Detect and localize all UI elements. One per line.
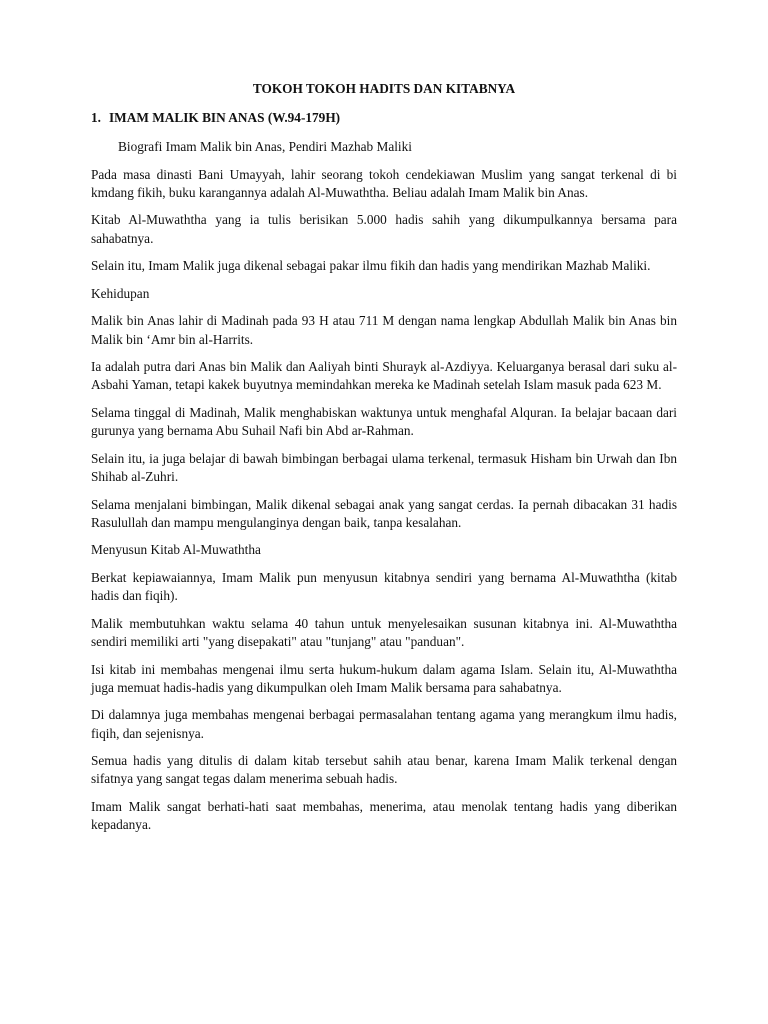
document-body bbox=[91, 80, 677, 844]
paragraph: Ia adalah putra dari Anas bin Malik dan Aaliyah binti Shurayk al-Azdiyya. Keluarganya berasal dari suku al-Asbahi Yaman, tetapi kakek buyutnya memindahkan mereka ke Madinah setelah Islam masuk pada 623 M. bbox=[91, 359, 677, 393]
section-heading-text: IMAM MALIK BIN ANAS (W.94-179H) bbox=[109, 110, 341, 126]
paragraph: Malik bin Anas lahir di Madinah pada 93 H atau 711 M dengan nama lengkap Abdullah Malik bin Anas bin Malik bin ‘Amr bin al-Harrits. bbox=[91, 313, 677, 347]
paragraph: Selama tinggal di Madinah, Malik menghabiskan waktunya untuk menghafal Alquran. Ia belajar bacaan dari gurunya yang bernama Abu Suhail Nafi bin Abd ar-Rahman. bbox=[91, 404, 677, 439]
paragraph: Selama menjalani bimbingan, Malik dikenal sebagai anak yang sangat cerdas. Ia pernah dibacakan 31 hadis Rasulullah dan mampu mengulanginya dengan baik, tanpa kesalahan. bbox=[91, 496, 677, 530]
section-subheading: Biografi Imam Malik bin Anas, Pendiri Mazhab Maliki bbox=[118, 139, 412, 155]
paragraph: Selain itu, ia juga belajar di bawah bimbingan berbagai ulama terkenal, termasuk Hisham bin Urwah dan Ibn Shihab al-Zuhri. bbox=[91, 450, 677, 484]
subsection-heading-kehidupan: Kehidupan bbox=[91, 285, 150, 301]
section-number: 1. bbox=[91, 110, 101, 126]
paragraph: Imam Malik sangat berhati-hati saat membahas, menerima, atau menolak tentang hadis yang diberikan kepadanya. bbox=[91, 798, 677, 833]
document-title: TOKOH TOKOH HADITS DAN KITABNYA bbox=[252, 81, 516, 96]
paragraph: Kitab Al-Muwaththa yang ia tulis berisikan 5.000 hadis sahih yang dikumpulkannya bersama para sahabatnya. bbox=[91, 212, 677, 246]
paragraph: Pada masa dinasti Bani Umayyah, lahir seorang tokoh cendekiawan Muslim yang sangat terkenal di bi kmdang fikih, buku karangannya adalah Al-Muwaththa. Beliau adalah Imam Malik bin Anas. bbox=[91, 166, 677, 200]
paragraph: Berkat kepiawaiannya, Imam Malik pun menyusun kitabnya sendiri yang bernama Al-Muwaththa (kitab hadis dan fiqih). bbox=[91, 569, 677, 604]
subsection-heading-muwaththa: Menyusun Kitab Al-Muwaththa bbox=[91, 542, 261, 558]
paragraph: Isi kitab ini membahas mengenai ilmu serta hukum-hukum dalam agama Islam. Selain itu, Al-Muwaththa juga memuat hadis-hadis yang dikumpulkan oleh Imam Malik bersama para sahabatnya. bbox=[91, 661, 677, 695]
section-heading bbox=[91, 109, 677, 127]
paragraph: Di dalamnya juga membahas mengenai berbagai permasalahan tentang agama yang merangkum ilmu hadis, fiqih, dan sejenisnya. bbox=[91, 707, 677, 741]
paragraph: Malik membutuhkan waktu selama 40 tahun untuk menyelesaikan susunan kitabnya ini. Al-Muwaththa sendiri memiliki arti "yang disepakati" atau "tunjang" atau "panduan". bbox=[91, 615, 677, 649]
paragraph: Semua hadis yang ditulis di dalam kitab tersebut sahih atau benar, karena Imam Malik terkenal dengan sifatnya yang sangat tegas dalam menerima sebuah hadis. bbox=[91, 753, 677, 787]
paragraph: Selain itu, Imam Malik juga dikenal sebagai pakar ilmu fikih dan hadis yang mendirikan Mazhab Maliki. bbox=[91, 258, 651, 274]
